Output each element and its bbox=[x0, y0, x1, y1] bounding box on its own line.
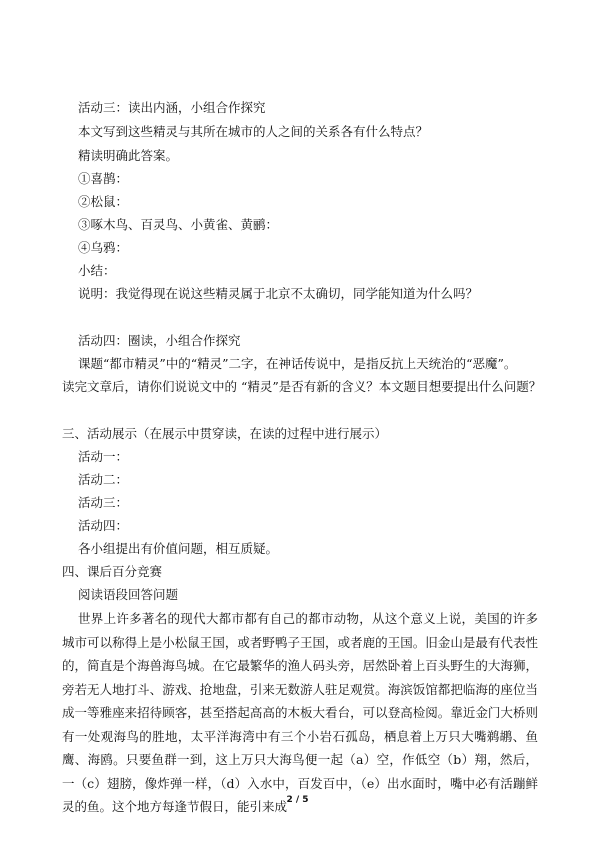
section3-closing: 各小组提出有价值问题，相互质疑。 bbox=[78, 541, 279, 556]
activity4-title: 活动四：圈读，小组合作探究 bbox=[78, 333, 241, 348]
activity3-item-4: ④乌鸦： bbox=[78, 240, 129, 255]
section3-item-2: 活动二： bbox=[78, 472, 129, 487]
activity4-line-1: 课题“都市精灵”中的“精灵”二字，在神话传说中，是指反抗上天统治的“恶魔”。 bbox=[78, 356, 517, 371]
section4-heading: 四、课后百分竞赛 bbox=[62, 564, 163, 579]
section3-item-3: 活动三： bbox=[78, 495, 129, 510]
activity3-item-1: ①喜鹊： bbox=[78, 171, 129, 186]
section4-subheading: 阅读语段回答问题 bbox=[78, 587, 179, 602]
reading-passage: 世界上许多著名的现代大都市都有自己的都市动物，从这个意义上说，美国的许多城市可以称得上是小松鼠王国，或者野鸭子王国，或者鹿的王国。旧金山是最有代表性的，简直是个海兽海鸟城。在它最繁华的渔人码头旁，居然卧着上百头野生的大海狮，旁若无人地打斗、游戏、抢地盘，引来无数游人驻足观赏。海滨饭馆都把临海的座位当成一等雅座来招待顾客，甚至搭起高高的木板大看台，可以登高检阅。靠近金门大桥则有一处观海鸟的胜地，太平洋海湾中有三个小岩石孤岛，栖息着上万只大嘴鹈鹕、鱼鹰、海鸥。只要鱼群一到，这上万只大海鸟便一起（a）空，作低空（b）翔，然后，一（c）翅膀，像炸弹一样，（d）入水中，百发百中，（e）出水面时，嘴中必有活蹦鲜灵的鱼。这个地方每逢节假日，能引来成 bbox=[62, 611, 538, 814]
activity4-line-2: 读完文章后，请你们说说文中的 “精灵”是否有新的含义？本文题目想要提出什么问题？ bbox=[62, 379, 542, 394]
section3-heading: 三、活动展示（在展示中贯穿读，在读的过程中进行展示） bbox=[62, 426, 388, 441]
activity3-item-2: ②松鼠： bbox=[78, 194, 129, 209]
section3-item-1: 活动一： bbox=[78, 449, 129, 464]
activity3-item-3: ③啄木鸟、百灵鸟、小黄雀、黄鹂： bbox=[78, 217, 279, 232]
activity3-question: 本文写到这些精灵与其所在城市的人之间的关系各有什么特点？ bbox=[78, 124, 429, 139]
activity3-note: 说明：我觉得现在说这些精灵属于北京不太确切，同学能知道为什么吗？ bbox=[78, 286, 479, 301]
activity3-instruction: 精读明确此答案。 bbox=[78, 148, 179, 163]
activity3-title: 活动三：读出内涵，小组合作探究 bbox=[78, 100, 266, 115]
page-number: 2 / 5 bbox=[286, 795, 309, 805]
activity3-summary: 小结： bbox=[78, 263, 116, 278]
section3-item-4: 活动四： bbox=[78, 518, 129, 533]
